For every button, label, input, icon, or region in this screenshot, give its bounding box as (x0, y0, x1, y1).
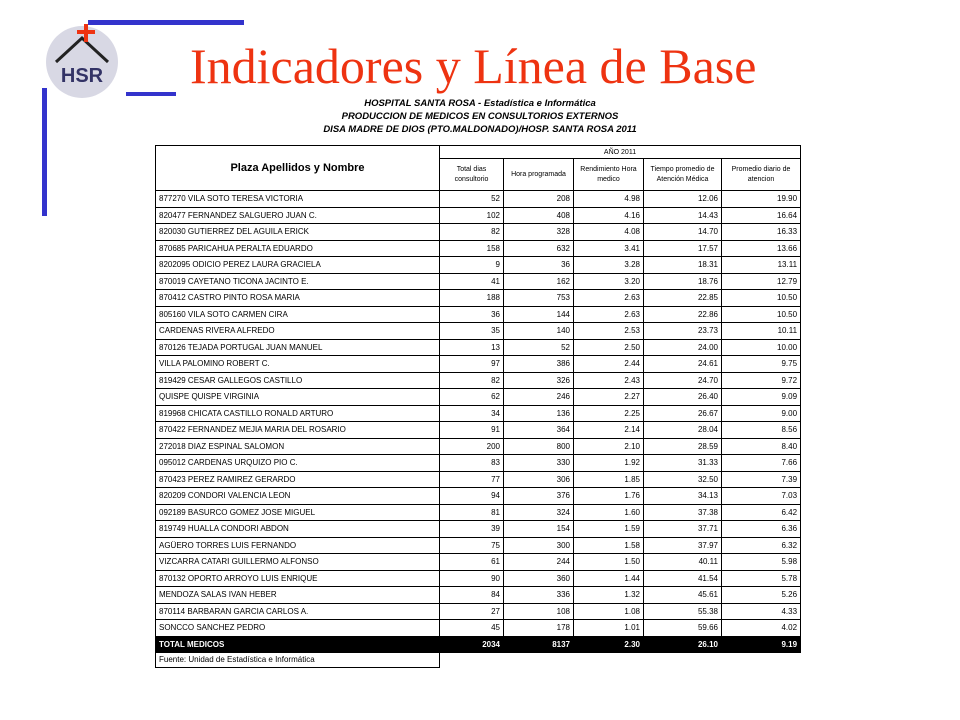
value-cell: 41.54 (644, 570, 722, 587)
doctor-name-cell: SONCCO SANCHEZ PEDRO (156, 620, 440, 637)
value-cell: 2.63 (574, 306, 644, 323)
value-cell: 632 (504, 240, 574, 257)
value-cell: 9.09 (722, 389, 801, 406)
doctor-name-cell: 819968 CHICATA CASTILLO RONALD ARTURO (156, 405, 440, 422)
value-cell: 2.43 (574, 372, 644, 389)
value-cell: 41 (440, 273, 504, 290)
value-cell: 300 (504, 537, 574, 554)
table-body (156, 191, 801, 668)
total-value: 9.19 (722, 636, 801, 652)
value-cell: 178 (504, 620, 574, 637)
table-row (156, 603, 801, 620)
value-cell: 27 (440, 603, 504, 620)
table-row (156, 422, 801, 439)
value-cell: 32.50 (644, 471, 722, 488)
value-cell: 246 (504, 389, 574, 406)
doctor-name-cell: 819429 CESAR GALLEGOS CASTILLO (156, 372, 440, 389)
value-cell: 10.11 (722, 323, 801, 340)
value-cell: 62 (440, 389, 504, 406)
value-cell: 59.66 (644, 620, 722, 637)
value-cell: 336 (504, 587, 574, 604)
doctor-name-cell: AGÜERO TORRES LUIS FERNANDO (156, 537, 440, 554)
value-cell: 24.70 (644, 372, 722, 389)
value-cell: 244 (504, 554, 574, 571)
value-cell: 2.44 (574, 356, 644, 373)
value-cell: 1.85 (574, 471, 644, 488)
value-cell: 37.71 (644, 521, 722, 538)
value-cell: 16.33 (722, 224, 801, 241)
doctor-name-cell: 819749 HUALLA CONDORI ABDON (156, 521, 440, 538)
value-cell: 154 (504, 521, 574, 538)
doctor-name-cell: 870132 OPORTO ARROYO LUIS ENRIQUE (156, 570, 440, 587)
value-cell: 61 (440, 554, 504, 571)
title-accent-bar (126, 92, 176, 96)
value-cell: 1.59 (574, 521, 644, 538)
value-cell: 18.31 (644, 257, 722, 274)
value-cell: 75 (440, 537, 504, 554)
value-cell: 36 (440, 306, 504, 323)
table-row (156, 537, 801, 554)
total-value: 2.30 (574, 636, 644, 652)
value-cell: 45 (440, 620, 504, 637)
value-cell: 26.40 (644, 389, 722, 406)
value-cell: 13 (440, 339, 504, 356)
value-cell: 1.50 (574, 554, 644, 571)
value-cell: 1.76 (574, 488, 644, 505)
value-cell: 5.26 (722, 587, 801, 604)
value-cell: 18.76 (644, 273, 722, 290)
value-cell: 7.66 (722, 455, 801, 472)
value-cell: 6.32 (722, 537, 801, 554)
source-note: Fuente: Unidad de Estadística e Informática (156, 652, 440, 667)
source-row (156, 652, 801, 667)
table-row (156, 521, 801, 538)
table-row (156, 587, 801, 604)
table-row (156, 389, 801, 406)
value-cell: 4.08 (574, 224, 644, 241)
table-row (156, 306, 801, 323)
total-value: 8137 (504, 636, 574, 652)
value-cell: 83 (440, 455, 504, 472)
total-value: 2034 (440, 636, 504, 652)
value-cell: 24.61 (644, 356, 722, 373)
value-cell: 108 (504, 603, 574, 620)
table-row (156, 224, 801, 241)
table-row (156, 455, 801, 472)
doctor-name-cell: 820477 FERNANDEZ SALGUERO JUAN C. (156, 207, 440, 224)
table-row (156, 488, 801, 505)
doctor-name-cell: VILLA PALOMINO ROBERT C. (156, 356, 440, 373)
doctor-name-cell: 870423 PEREZ RAMIREZ GERARDO (156, 471, 440, 488)
value-cell: 408 (504, 207, 574, 224)
report-header-line-3: DISA MADRE DE DIOS (PTO.MALDONADO)/HOSP. SANTA ROSA 2011 (323, 124, 637, 135)
table-row (156, 356, 801, 373)
table-row (156, 323, 801, 340)
value-cell: 326 (504, 372, 574, 389)
value-cell: 2.10 (574, 438, 644, 455)
value-cell: 800 (504, 438, 574, 455)
doctor-name-cell: 870685 PARICAHUA PERALTA EDUARDO (156, 240, 440, 257)
value-cell: 31.33 (644, 455, 722, 472)
value-cell: 1.60 (574, 504, 644, 521)
report-header-line-1: HOSPITAL SANTA ROSA - Estadística e Informática (364, 98, 596, 109)
value-cell: 40.11 (644, 554, 722, 571)
doctor-name-cell: 870412 CASTRO PINTO ROSA MARIA (156, 290, 440, 307)
value-cell: 1.08 (574, 603, 644, 620)
value-cell: 10.50 (722, 290, 801, 307)
value-cell: 1.44 (574, 570, 644, 587)
total-row (156, 636, 801, 652)
table-row (156, 257, 801, 274)
doctor-name-cell: MENDOZA SALAS IVAN HEBER (156, 587, 440, 604)
value-cell: 140 (504, 323, 574, 340)
value-cell: 94 (440, 488, 504, 505)
value-cell: 144 (504, 306, 574, 323)
value-cell: 24.00 (644, 339, 722, 356)
production-table (155, 145, 801, 668)
value-cell: 188 (440, 290, 504, 307)
value-cell: 4.16 (574, 207, 644, 224)
source-blank-cell (440, 652, 801, 667)
value-cell: 39 (440, 521, 504, 538)
table-row (156, 620, 801, 637)
column-header: Tiempo promedio de Atención Médica (644, 159, 722, 191)
value-cell: 35 (440, 323, 504, 340)
value-cell: 324 (504, 504, 574, 521)
value-cell: 12.06 (644, 191, 722, 208)
value-cell: 328 (504, 224, 574, 241)
table-row (156, 191, 801, 208)
value-cell: 208 (504, 191, 574, 208)
value-cell: 8.40 (722, 438, 801, 455)
value-cell: 22.85 (644, 290, 722, 307)
value-cell: 5.78 (722, 570, 801, 587)
value-cell: 97 (440, 356, 504, 373)
value-cell: 13.66 (722, 240, 801, 257)
value-cell: 36 (504, 257, 574, 274)
value-cell: 2.50 (574, 339, 644, 356)
column-header: Hora programada (504, 159, 574, 191)
value-cell: 13.11 (722, 257, 801, 274)
value-cell: 9 (440, 257, 504, 274)
value-cell: 37.38 (644, 504, 722, 521)
value-cell: 3.41 (574, 240, 644, 257)
value-cell: 7.39 (722, 471, 801, 488)
value-cell: 4.33 (722, 603, 801, 620)
value-cell: 2.25 (574, 405, 644, 422)
doctor-name-cell: QUISPE QUISPE VIRGINIA (156, 389, 440, 406)
table-row (156, 372, 801, 389)
value-cell: 6.36 (722, 521, 801, 538)
value-cell: 306 (504, 471, 574, 488)
value-cell: 77 (440, 471, 504, 488)
table-row (156, 273, 801, 290)
value-cell: 3.20 (574, 273, 644, 290)
value-cell: 136 (504, 405, 574, 422)
value-cell: 22.86 (644, 306, 722, 323)
value-cell: 102 (440, 207, 504, 224)
logo-text: HSR (60, 65, 104, 87)
name-column-header: Plaza Apellidos y Nombre (156, 146, 440, 191)
value-cell: 7.03 (722, 488, 801, 505)
value-cell: 9.75 (722, 356, 801, 373)
value-cell: 2.27 (574, 389, 644, 406)
value-cell: 16.64 (722, 207, 801, 224)
doctor-name-cell: CARDENAS RIVERA ALFREDO (156, 323, 440, 340)
value-cell: 55.38 (644, 603, 722, 620)
table-row (156, 570, 801, 587)
doctor-name-cell: 870126 TEJADA PORTUGAL JUAN MANUEL (156, 339, 440, 356)
doctor-name-cell: 272018 DIAZ ESPINAL SALOMON (156, 438, 440, 455)
value-cell: 1.32 (574, 587, 644, 604)
doctor-name-cell: 870019 CAYETANO TICONA JACINTO E. (156, 273, 440, 290)
value-cell: 12.79 (722, 273, 801, 290)
value-cell: 45.61 (644, 587, 722, 604)
year-header: AÑO 2011 (440, 146, 801, 159)
column-header: Promedio diario de atencion (722, 159, 801, 191)
value-cell: 1.58 (574, 537, 644, 554)
doctor-name-cell: 870422 FERNANDEZ MEJIA MARIA DEL ROSARIO (156, 422, 440, 439)
value-cell: 4.98 (574, 191, 644, 208)
doctor-name-cell: 8202095 ODICIO PEREZ LAURA GRACIELA (156, 257, 440, 274)
column-header: Rendimiento Hora medico (574, 159, 644, 191)
value-cell: 14.43 (644, 207, 722, 224)
value-cell: 91 (440, 422, 504, 439)
value-cell: 162 (504, 273, 574, 290)
value-cell: 9.72 (722, 372, 801, 389)
value-cell: 37.97 (644, 537, 722, 554)
value-cell: 26.67 (644, 405, 722, 422)
value-cell: 8.56 (722, 422, 801, 439)
table-row (156, 290, 801, 307)
value-cell: 14.70 (644, 224, 722, 241)
value-cell: 34 (440, 405, 504, 422)
value-cell: 52 (440, 191, 504, 208)
value-cell: 34.13 (644, 488, 722, 505)
table-row (156, 471, 801, 488)
doctor-name-cell: 820209 CONDORI VALENCIA LEON (156, 488, 440, 505)
value-cell: 386 (504, 356, 574, 373)
slide-title: Indicadores y Línea de Base (190, 38, 757, 94)
value-cell: 82 (440, 372, 504, 389)
value-cell: 158 (440, 240, 504, 257)
total-label: TOTAL MEDICOS (156, 636, 440, 652)
value-cell: 10.50 (722, 306, 801, 323)
value-cell: 82 (440, 224, 504, 241)
hospital-logo (42, 18, 124, 100)
value-cell: 23.73 (644, 323, 722, 340)
value-cell: 2.63 (574, 290, 644, 307)
column-header: Total dias consultorio (440, 159, 504, 191)
value-cell: 84 (440, 587, 504, 604)
table-row (156, 438, 801, 455)
value-cell: 17.57 (644, 240, 722, 257)
table-row (156, 504, 801, 521)
value-cell: 19.90 (722, 191, 801, 208)
value-cell: 376 (504, 488, 574, 505)
doctor-name-cell: 095012 CARDENAS URQUIZO PIO C. (156, 455, 440, 472)
value-cell: 28.59 (644, 438, 722, 455)
table-row (156, 207, 801, 224)
value-cell: 9.00 (722, 405, 801, 422)
value-cell: 200 (440, 438, 504, 455)
value-cell: 28.04 (644, 422, 722, 439)
doctor-name-cell: 870114 BARBARAN GARCIA CARLOS A. (156, 603, 440, 620)
value-cell: 364 (504, 422, 574, 439)
doctor-name-cell: VIZCARRA CATARI GUILLERMO ALFONSO (156, 554, 440, 571)
value-cell: 360 (504, 570, 574, 587)
value-cell: 330 (504, 455, 574, 472)
table-row (156, 405, 801, 422)
value-cell: 90 (440, 570, 504, 587)
doctor-name-cell: 805160 VILA SOTO CARMEN CIRA (156, 306, 440, 323)
value-cell: 6.42 (722, 504, 801, 521)
value-cell: 753 (504, 290, 574, 307)
doctor-name-cell: 092189 BASURCO GOMEZ JOSE MIGUEL (156, 504, 440, 521)
report-header-line-2: PRODUCCION DE MEDICOS EN CONSULTORIOS EXTERNOS (341, 111, 619, 122)
value-cell: 81 (440, 504, 504, 521)
value-cell: 10.00 (722, 339, 801, 356)
value-cell: 1.01 (574, 620, 644, 637)
table-row (156, 554, 801, 571)
total-value: 26.10 (644, 636, 722, 652)
value-cell: 5.98 (722, 554, 801, 571)
value-cell: 1.92 (574, 455, 644, 472)
table-row (156, 240, 801, 257)
value-cell: 2.14 (574, 422, 644, 439)
value-cell: 2.53 (574, 323, 644, 340)
value-cell: 3.28 (574, 257, 644, 274)
doctor-name-cell: 820030 GUTIERREZ DEL AGUILA ERICK (156, 224, 440, 241)
value-cell: 4.02 (722, 620, 801, 637)
value-cell: 52 (504, 339, 574, 356)
table-row (156, 339, 801, 356)
doctor-name-cell: 877270 VILA SOTO TERESA VICTORIA (156, 191, 440, 208)
